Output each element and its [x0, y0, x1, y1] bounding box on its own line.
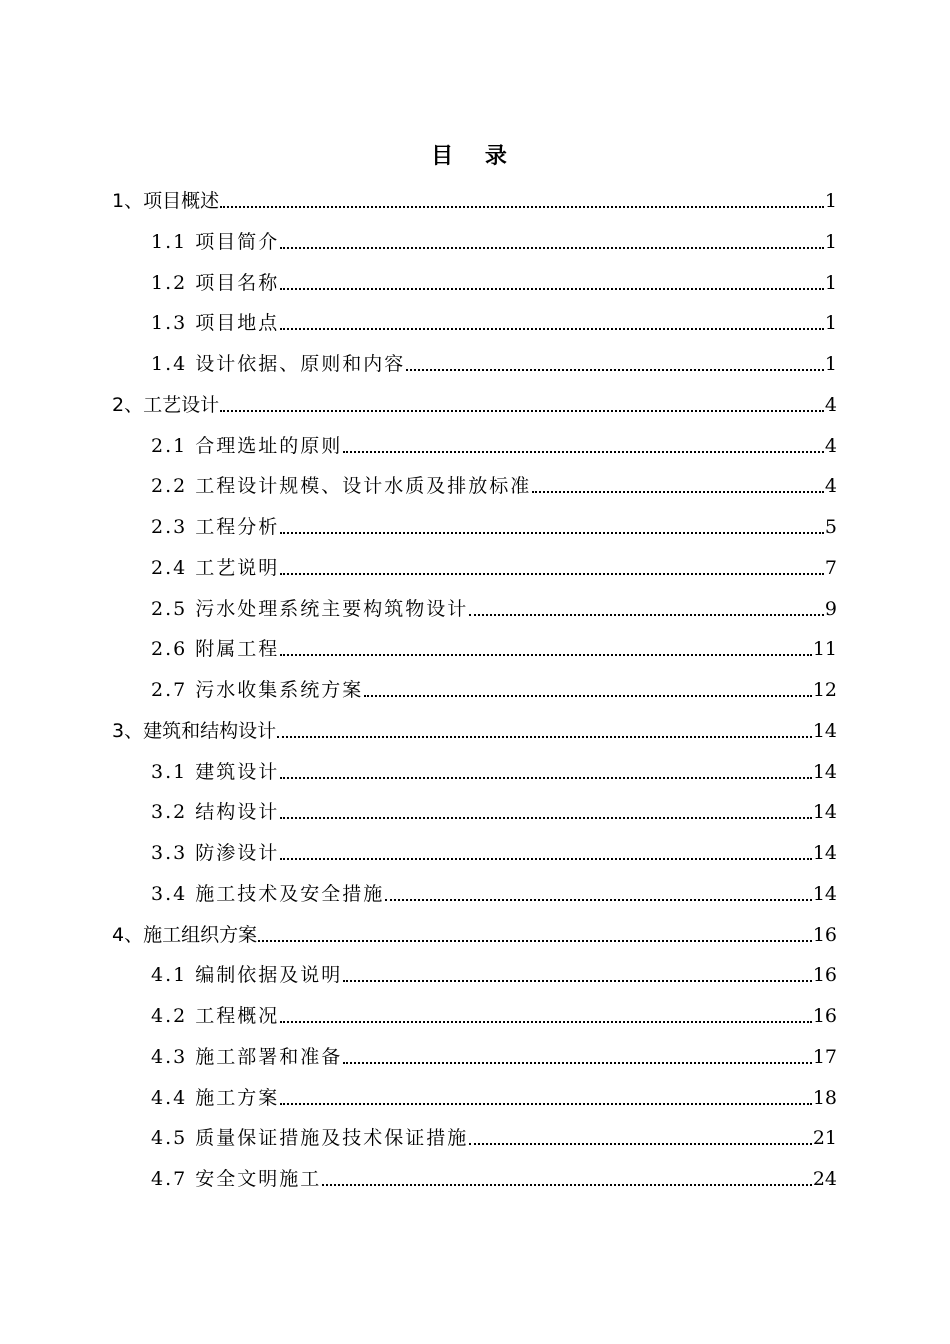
toc-dot-leader	[406, 369, 824, 371]
toc-subsection-entry[interactable]	[151, 262, 837, 296]
toc-subsection-entry[interactable]	[151, 588, 837, 622]
toc-dot-leader	[343, 980, 812, 982]
toc-page-number: 5	[824, 516, 837, 538]
toc-title: 目 录	[431, 144, 519, 169]
toc-page-number: 17	[812, 1045, 837, 1068]
toc-entry-label: 4.4 施工方案	[151, 1086, 280, 1109]
toc-page-number: 18	[812, 1086, 837, 1109]
toc-page-number: 14	[812, 719, 837, 742]
toc-subsection-entry[interactable]	[151, 791, 837, 825]
toc-entry-label: 3.1 建筑设计	[151, 760, 280, 783]
toc-page-number: 7	[824, 556, 837, 579]
toc-subsection-entry[interactable]	[151, 628, 837, 662]
toc-dot-leader	[280, 328, 824, 330]
toc-dot-leader	[280, 1103, 812, 1105]
toc-dot-leader	[220, 410, 824, 412]
toc-entry-label: 1、项目概述	[112, 190, 220, 212]
toc-subsection-entry[interactable]	[151, 302, 837, 336]
toc-entry-label: 4.3 施工部署和准备	[151, 1045, 343, 1068]
toc-page-number: 14	[812, 842, 837, 864]
toc-page-number: 14	[812, 760, 837, 783]
toc-dot-leader	[220, 206, 824, 208]
toc-subsection-entry[interactable]	[151, 873, 837, 907]
toc-entry-label: 3、建筑和结构设计	[112, 719, 277, 742]
toc-page-number: 4	[824, 475, 837, 498]
toc-page-number: 1	[824, 230, 837, 253]
toc-dot-leader	[277, 736, 812, 738]
toc-dot-leader	[280, 573, 824, 575]
toc-entry-label: 2.5 污水处理系统主要构筑物设计	[151, 597, 469, 620]
toc-dot-leader	[364, 695, 812, 697]
toc-entry-label: 2.7 污水收集系统方案	[151, 679, 364, 701]
toc-subsection-entry[interactable]	[151, 1117, 837, 1151]
toc-dot-leader	[322, 1184, 812, 1186]
toc-entry-label: 1.1 项目简介	[151, 230, 280, 253]
toc-subsection-entry[interactable]	[151, 465, 837, 499]
toc-dot-leader	[385, 899, 812, 901]
toc-subsection-entry[interactable]	[151, 832, 837, 866]
toc-subsection-entry[interactable]	[151, 1036, 837, 1070]
toc-page-number: 9	[824, 597, 837, 620]
toc-entry-label: 4、施工组织方案	[112, 923, 258, 946]
toc-page-number: 1	[824, 271, 837, 294]
toc-subsection-entry[interactable]	[151, 995, 837, 1029]
toc-entry-label: 3.3 防渗设计	[151, 842, 280, 864]
toc-page-number: 14	[812, 801, 837, 824]
toc-dot-leader	[280, 777, 812, 779]
toc-subsection-entry[interactable]	[151, 221, 837, 255]
toc-page-number: 1	[824, 190, 837, 212]
toc-entry-label: 4.1 编制依据及说明	[151, 964, 343, 987]
toc-entry-label: 1.2 项目名称	[151, 271, 280, 294]
toc-subsection-entry[interactable]	[151, 669, 837, 703]
toc-entry-label: 4.7 安全文明施工	[151, 1168, 322, 1190]
toc-entry-label: 4.5 质量保证措施及技术保证措施	[151, 1127, 469, 1150]
toc-page-number: 24	[812, 1168, 837, 1190]
toc-dot-leader	[280, 532, 824, 534]
toc-page-number: 21	[812, 1127, 837, 1150]
toc-dot-leader	[469, 614, 824, 616]
toc-entry-label: 1.4 设计依据、原则和内容	[151, 353, 406, 375]
toc-page-number: 4	[824, 393, 837, 416]
toc-entry-label: 3.2 结构设计	[151, 801, 280, 824]
toc-subsection-entry[interactable]	[151, 1077, 837, 1111]
toc-page-number: 16	[812, 923, 837, 946]
toc-dot-leader	[469, 1143, 812, 1145]
toc-dot-leader	[280, 247, 824, 249]
toc-entry-label: 4.2 工程概况	[151, 1005, 280, 1027]
toc-dot-leader	[280, 654, 812, 656]
toc-page-number: 4	[824, 434, 837, 457]
toc-dot-leader	[258, 940, 812, 942]
toc-page-number: 16	[812, 1005, 837, 1027]
toc-dot-leader	[343, 1062, 812, 1064]
toc-dot-leader	[532, 491, 824, 493]
toc-entry-label: 1.3 项目地点	[151, 312, 280, 335]
toc-entry-label: 2.4 工艺说明	[151, 556, 280, 579]
toc-section-entry[interactable]	[112, 710, 837, 744]
toc-page-number: 1	[824, 312, 837, 335]
toc-entry-label: 2.3 工程分析	[151, 516, 280, 538]
toc-subsection-entry[interactable]	[151, 547, 837, 581]
toc-page-number: 1	[824, 353, 837, 375]
toc-dot-leader	[280, 858, 812, 860]
toc-entry-label: 2、工艺设计	[112, 393, 220, 416]
toc-entry-label: 3.4 施工技术及安全措施	[151, 882, 385, 905]
toc-subsection-entry[interactable]	[151, 425, 837, 459]
toc-section-entry[interactable]	[112, 384, 837, 418]
toc-entry-label: 2.6 附属工程	[151, 638, 280, 661]
toc-subsection-entry[interactable]	[151, 343, 837, 377]
toc-page-number: 12	[812, 679, 837, 701]
toc-entry-label: 2.1 合理选址的原则	[151, 434, 343, 457]
toc-dot-leader	[343, 451, 824, 453]
toc-subsection-entry[interactable]	[151, 751, 837, 785]
toc-subsection-entry[interactable]	[151, 506, 837, 540]
toc-dot-leader	[280, 817, 812, 819]
toc-page-number: 16	[812, 964, 837, 987]
toc-subsection-entry[interactable]	[151, 1158, 837, 1192]
toc-page-number: 11	[812, 638, 837, 661]
toc-section-entry[interactable]	[112, 914, 837, 948]
toc-subsection-entry[interactable]	[151, 954, 837, 988]
toc-section-entry[interactable]	[112, 180, 837, 214]
toc-entry-label: 2.2 工程设计规模、设计水质及排放标准	[151, 475, 532, 498]
toc-page-number: 14	[812, 882, 837, 905]
toc-dot-leader	[280, 288, 824, 290]
toc-dot-leader	[280, 1021, 812, 1023]
